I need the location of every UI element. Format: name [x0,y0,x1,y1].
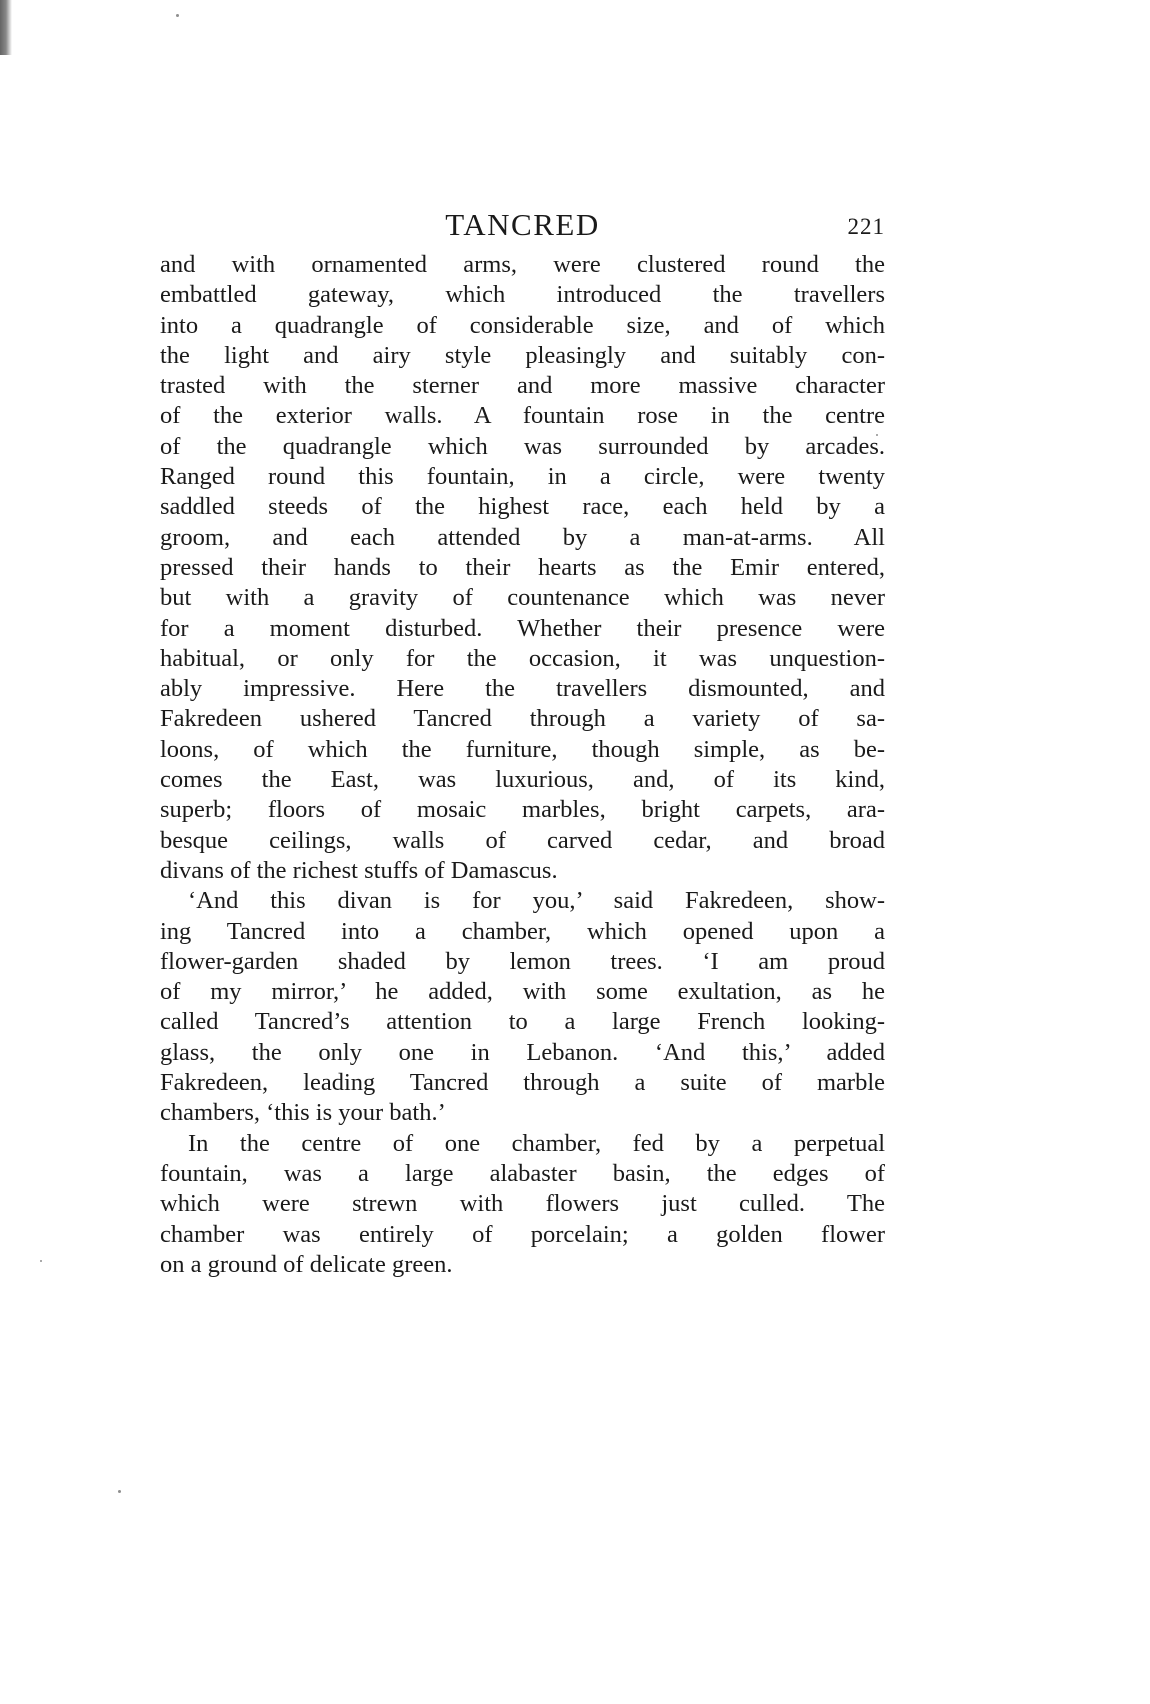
text-line: ing Tancred into a chamber, which opened upon a [160,917,885,945]
text-line: glass, the only one in Lebanon. ‘And this,’ added [160,1038,885,1066]
text-line: superb; floors of mosaic marbles, bright carpets, ara- [160,796,885,824]
text-line: saddled steeds of the highest race, each held by a [160,493,885,521]
paper-speck [176,14,179,17]
paper-speck [118,1490,121,1493]
text-line: for a moment disturbed. Whether their presence were [160,614,885,642]
page-edge-shadow [0,0,12,55]
text-line: trasted with the sterner and more massive character [160,372,885,400]
text-line: Fakredeen, leading Tancred through a suite of marble [160,1069,885,1097]
text-line: called Tancred’s attention to a large French looking- [160,1008,885,1036]
text-line: of the quadrangle which was surrounded by arcades. [160,432,885,460]
paragraph [160,1129,885,1280]
paragraph [160,250,885,886]
text-line: Fakredeen ushered Tancred through a variety of sa- [160,705,885,733]
text-line: ‘And this divan is for you,’ said Fakredeen, show- [188,887,885,915]
text-line: the light and airy style pleasingly and suitably con- [160,341,885,369]
text-line: groom, and each attended by a man-at-arms. All [160,523,885,551]
text-line: but with a gravity of countenance which was never [160,584,885,612]
text-line: divans of the richest stuffs of Damascus. [160,856,558,884]
text-line: chamber was entirely of porcelain; a golden flower [160,1220,885,1248]
text-line: embattled gateway, which introduced the travellers [160,281,885,309]
text-line: chambers, ‘this is your bath.’ [160,1099,446,1127]
body-text [160,250,885,1280]
running-header [160,205,885,245]
text-line: ably impressive. Here the travellers dismounted, and [160,675,885,703]
text-line: and with ornamented arms, were clustered round the [160,251,885,278]
page-number: 221 [847,214,885,239]
text-line: flower-garden shaded by lemon trees. ‘I am proud [160,947,885,975]
text-line: besque ceilings, walls of carved cedar, and broad [160,826,885,854]
text-line: of my mirror,’ he added, with some exultation, as he [160,978,885,1006]
text-line: habitual, or only for the occasion, it was unquestion- [160,644,885,672]
text-line: which were strewn with flowers just culled. The [160,1190,885,1218]
text-line: pressed their hands to their hearts as the Emir entered, [160,553,885,581]
text-line: of the exterior walls. A fountain rose in the centre [160,402,885,430]
text-line: on a ground of delicate green. [160,1250,453,1278]
paper-speck [40,1260,42,1262]
text-line: fountain, was a large alabaster basin, the edges of [160,1159,885,1187]
text-line: comes the East, was luxurious, and, of its kind, [160,766,885,794]
running-title: TANCRED [445,207,600,242]
text-line: Ranged round this fountain, in a circle, were twenty [160,463,885,491]
text-line: loons, of which the furniture, though simple, as be- [160,735,885,763]
text-line: In the centre of one chamber, fed by a perpetual [188,1129,885,1157]
text-line: into a quadrangle of considerable size, and of which [160,311,885,339]
paragraph [160,886,885,1128]
